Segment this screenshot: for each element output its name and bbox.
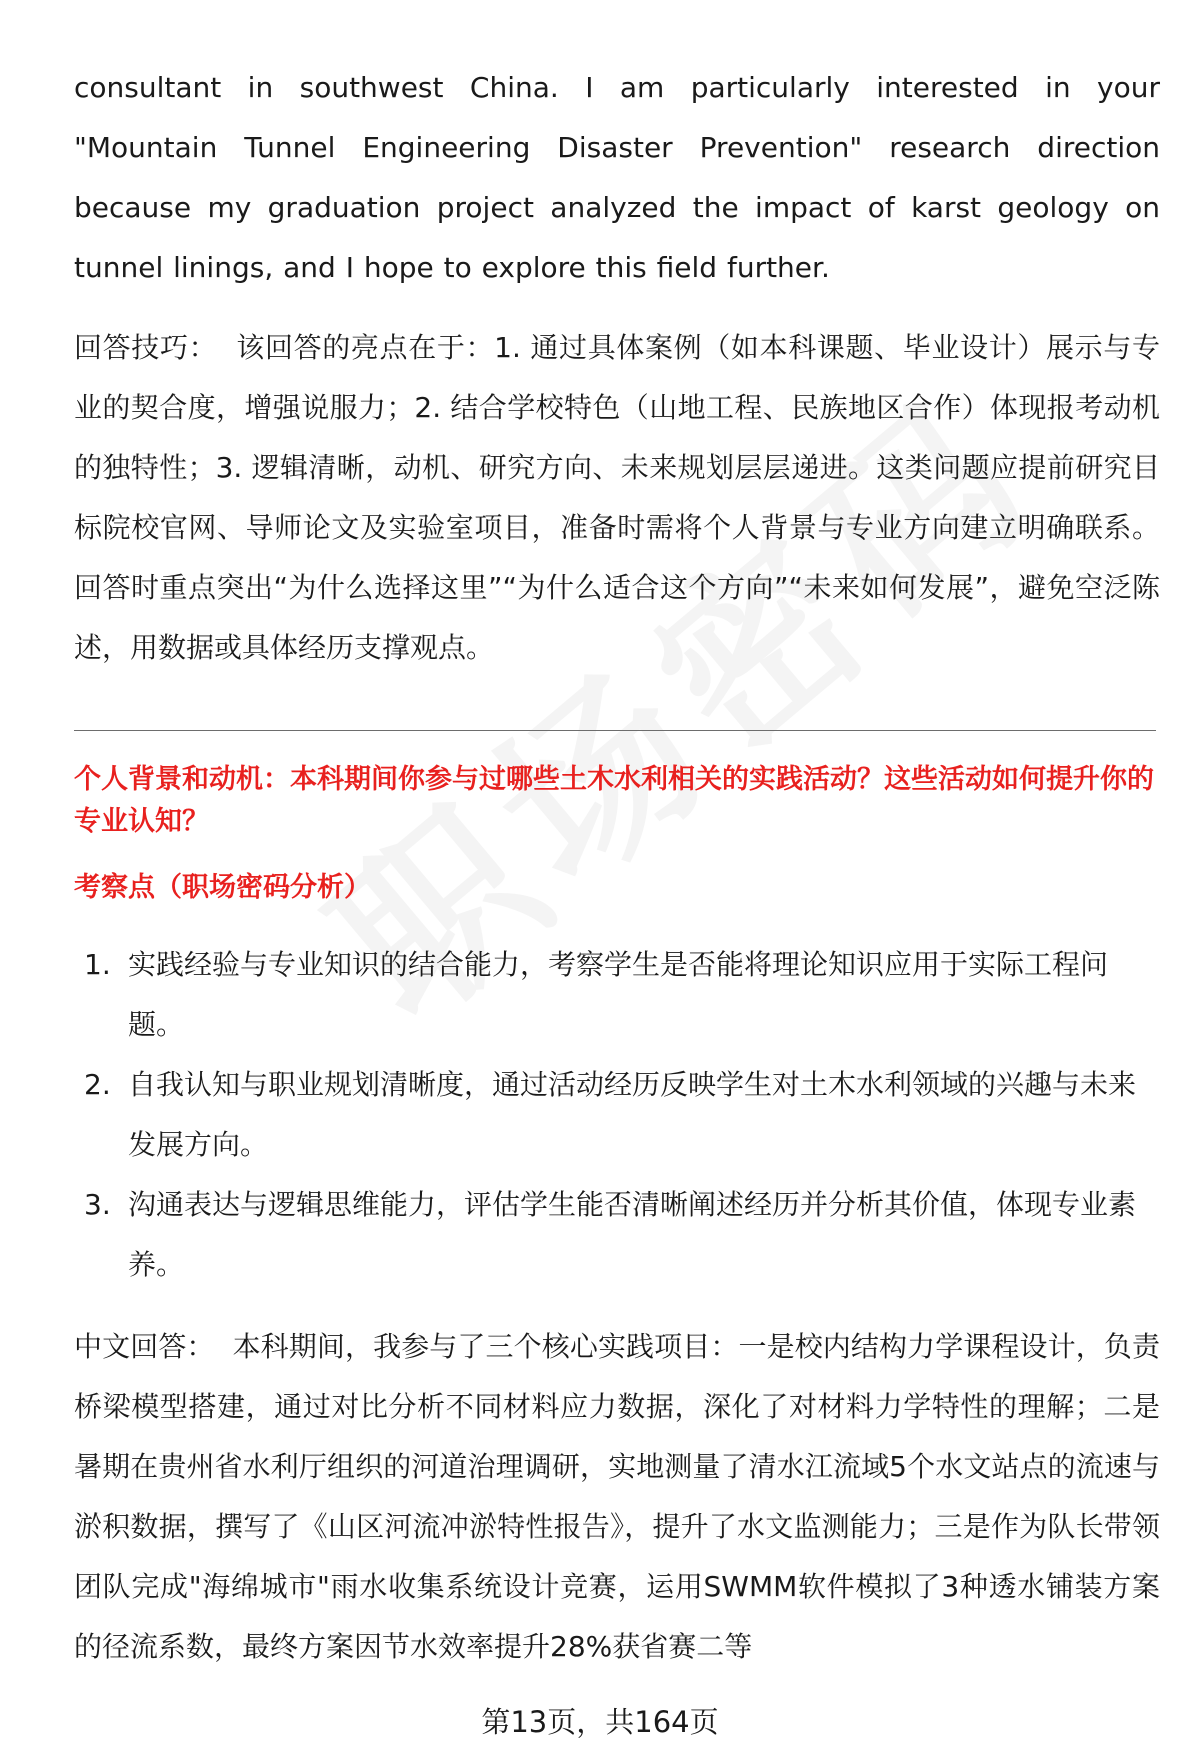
tips-text: 该回答的亮点在于：1. 通过具体案例（如本科课题、毕业设计）展示与专业的契合度，增强说服力；2. 结合学校特色（山地工程、民族地区合作）体现报考动机的独特性；3. 逻辑清晰，动机、研究方向、未来规划层层递进。这类问题应提前研究目标院校官网、导师论文及实验室项目，准备时需将个人背景与专业方向建立明确联系。回答时重点突出“为什么选择这里”“为什么适合这个方向”“未来如何发展”，避免空泛陈述，用数据或具体经历支撑观点。 xyxy=(74,331,1160,664)
intro-paragraph: consultant in southwest China. I am particularly interested in your "Mountain Tunnel Engineering Disaster Prevention" research direction because my graduation project analyzed the impact of karst geology on tunnel linings, and I hope to explore this field further. xyxy=(74,71,1160,284)
exam-points-label: 考察点（职场密码分析） xyxy=(74,872,371,903)
list-item xyxy=(74,1055,1160,1175)
list-item xyxy=(74,1175,1160,1295)
page-number-footer: 第13页，共164页 xyxy=(481,1705,719,1739)
list-item-number: 1. xyxy=(84,948,111,981)
list-item xyxy=(74,935,1160,1055)
list-item-text: 实践经验与专业知识的结合能力，考察学生是否能将理论知识应用于实际工程问题。 xyxy=(128,948,1109,1041)
exam-points-list xyxy=(74,935,1160,1295)
answer-label: 中文回答： xyxy=(74,1330,215,1363)
section-divider xyxy=(74,730,1156,731)
question-heading: 个人背景和动机：本科期间你参与过哪些土木水利相关的实践活动？这些活动如何提升你的专业认知？ xyxy=(74,764,1154,837)
tips-paragraph xyxy=(74,318,1160,678)
list-item-text: 自我认知与职业规划清晰度，通过活动经历反映学生对土木水利领域的兴趣与未来发展方向。 xyxy=(128,1068,1137,1161)
list-item-text: 沟通表达与逻辑思维能力，评估学生能否清晰阐述经历并分析其价值，体现专业素养。 xyxy=(128,1188,1137,1281)
answer-text: 本科期间，我参与了三个核心实践项目：一是校内结构力学课程设计，负责桥梁模型搭建，通过对比分析不同材料应力数据，深化了对材料力学特性的理解；二是暑期在贵州省水利厅组织的河道治理调研，实地测量了清水江流域5个水文站点的流速与淤积数据，撰写了《山区河流冲淤特性报告》，提升了水文监测能力；三是作为队长带领团队完成"海绵城市"雨水收集系统设计竞赛，运用SWMM软件模拟了3种透水铺装方案的径流系数，最终方案因节水效率提升28%获省赛二等 xyxy=(74,1330,1160,1663)
answer-paragraph xyxy=(74,1317,1160,1677)
list-item-number: 3. xyxy=(84,1188,111,1221)
page-content xyxy=(74,58,1160,1677)
tips-label: 回答技巧： xyxy=(74,331,218,364)
list-item-number: 2. xyxy=(84,1068,111,1101)
